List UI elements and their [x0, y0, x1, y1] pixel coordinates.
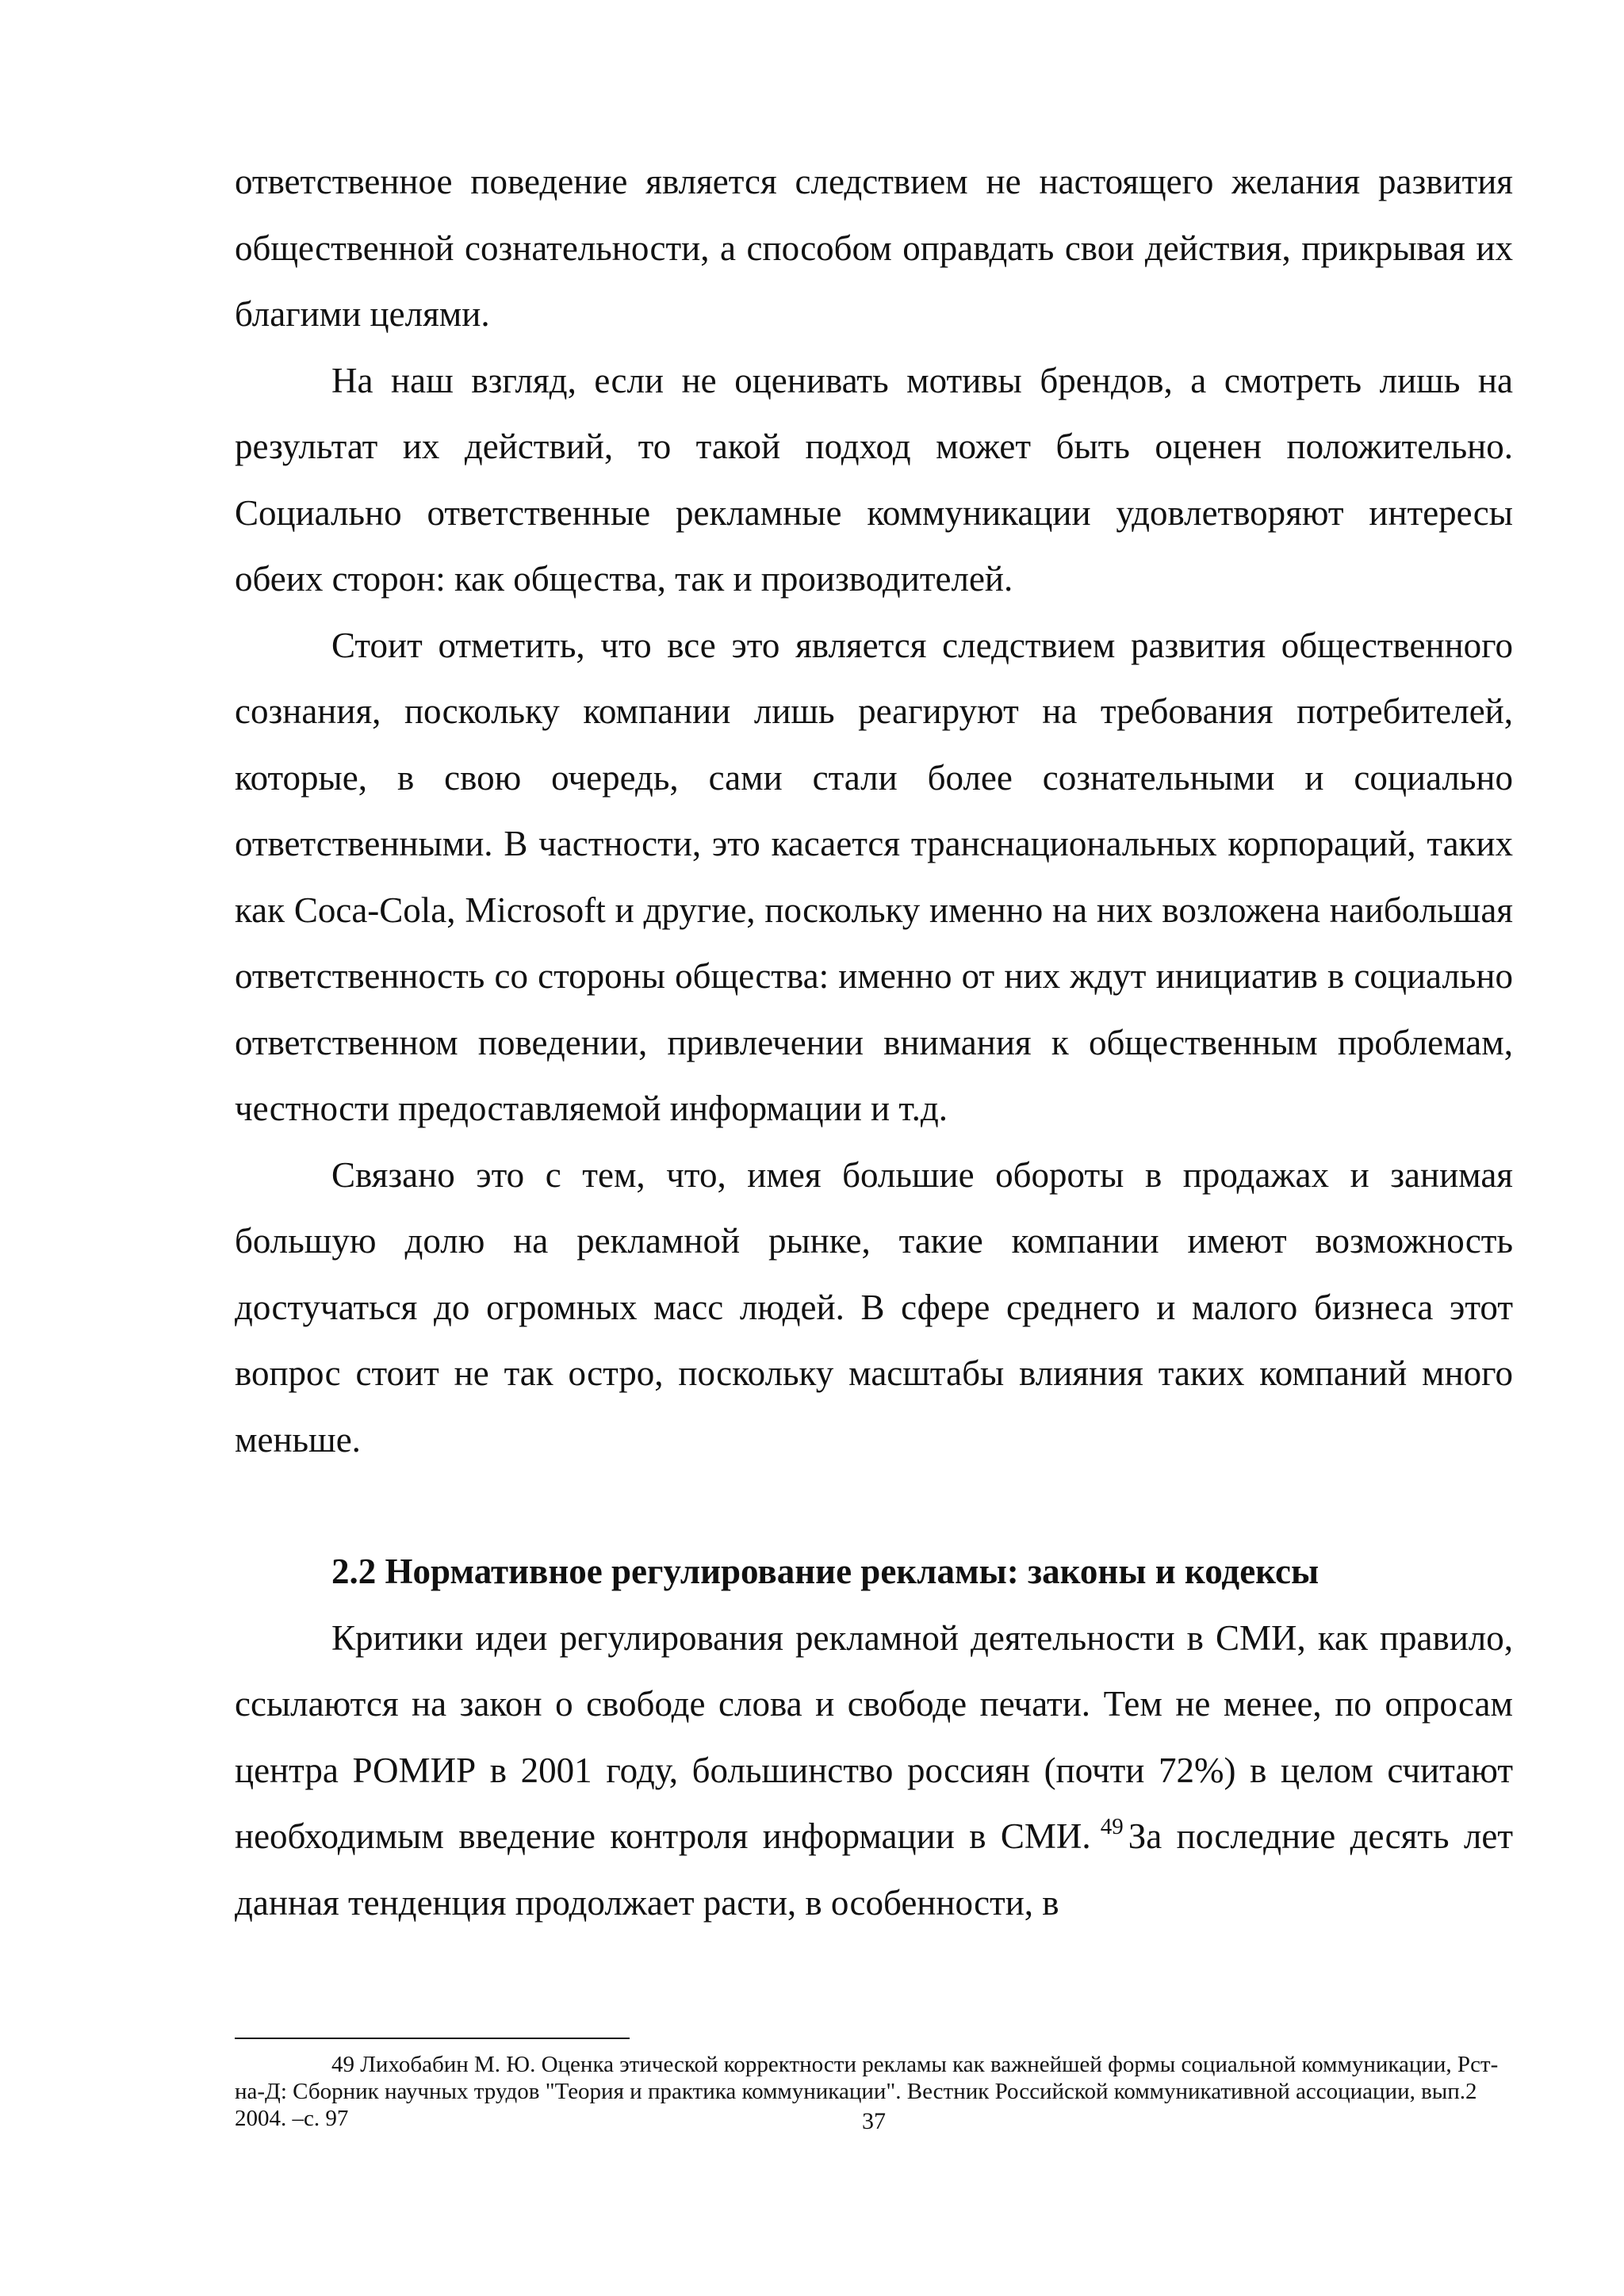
paragraph-regulation-critics: [235, 1605, 1513, 1937]
footnote-first-line: 49 Лихобабин М. Ю. Оценка этической корректности рекламы как важнейшей формы социальной: [331, 2052, 1297, 2077]
main-text: [235, 149, 1513, 1936]
footnote-rest: коммуникации, Рст-на-Д: Сборник научных трудов "Теория и практика коммуникации". Вестник Российской коммуникативной ассоциации, вып.2 2004. –с. 97: [235, 2052, 1499, 2131]
paragraph-market-share: Связано это с тем, что, имея большие обороты в продажах и занимая большую долю на рекламной рынке, такие компании имеют возможность достучаться до огромных масс людей. В сфере среднего и малого бизнеса этот вопрос стоит не так остро, поскольку масштабы влияния таких компаний много меньше.: [235, 1154, 1513, 1460]
paragraph-brand-motives: На наш взгляд, если не оценивать мотивы брендов, а смотреть лишь на результат их действий, то такой подход может быть оценен положительно. Социально ответственные рекламные коммуникации удовлетворяют интересы обеих сторон: как общества, так и производителей.: [235, 360, 1513, 599]
footnote-divider: [235, 2038, 630, 2039]
paragraph-text-before-ref: Критики идеи регулирования рекламной деятельности в СМИ, как правило, ссылаются на закон о свободе слова и свободе печати. Тем не менее, по опросам центра РОМИР в 2001 году, большинство россиян (почти 72%) в целом считают необходимым введение контроля информации в СМИ.: [235, 1617, 1513, 1856]
section-heading: 2.2 Нормативное регулирование рекламы: законы и кодексы: [331, 1552, 1320, 1591]
page-number: 37: [862, 2108, 886, 2134]
paragraph-public-consciousness: Стоит отметить, что все это является следствием развития общественного сознания, поскольку компании лишь реагируют на требования потребителей, которые, в свою очередь, сами стали более сознательными и социально ответственными. В частности, это касается транснациональных корпораций, таких как Coca-Cola, Microsoft и другие, поскольку именно на них возложена наибольшая ответственность со стороны общества: именно от них ждут инициатив в социально ответственном поведении, привлечении внимания к общественным проблемам, честности предоставляемой информации и т.д.: [235, 625, 1513, 1128]
paragraph-text-after-ref: За последние десять лет данная тенденция продолжает расти, в особенности, в: [235, 1816, 1513, 1923]
footnote-reference: 49: [1100, 1814, 1124, 1839]
paragraph-continuation: ответственное поведение является следствием не настоящего желания развития общественной сознательности, а способом оправдать свои действия, прикрывая их благими целями.: [235, 162, 1513, 334]
